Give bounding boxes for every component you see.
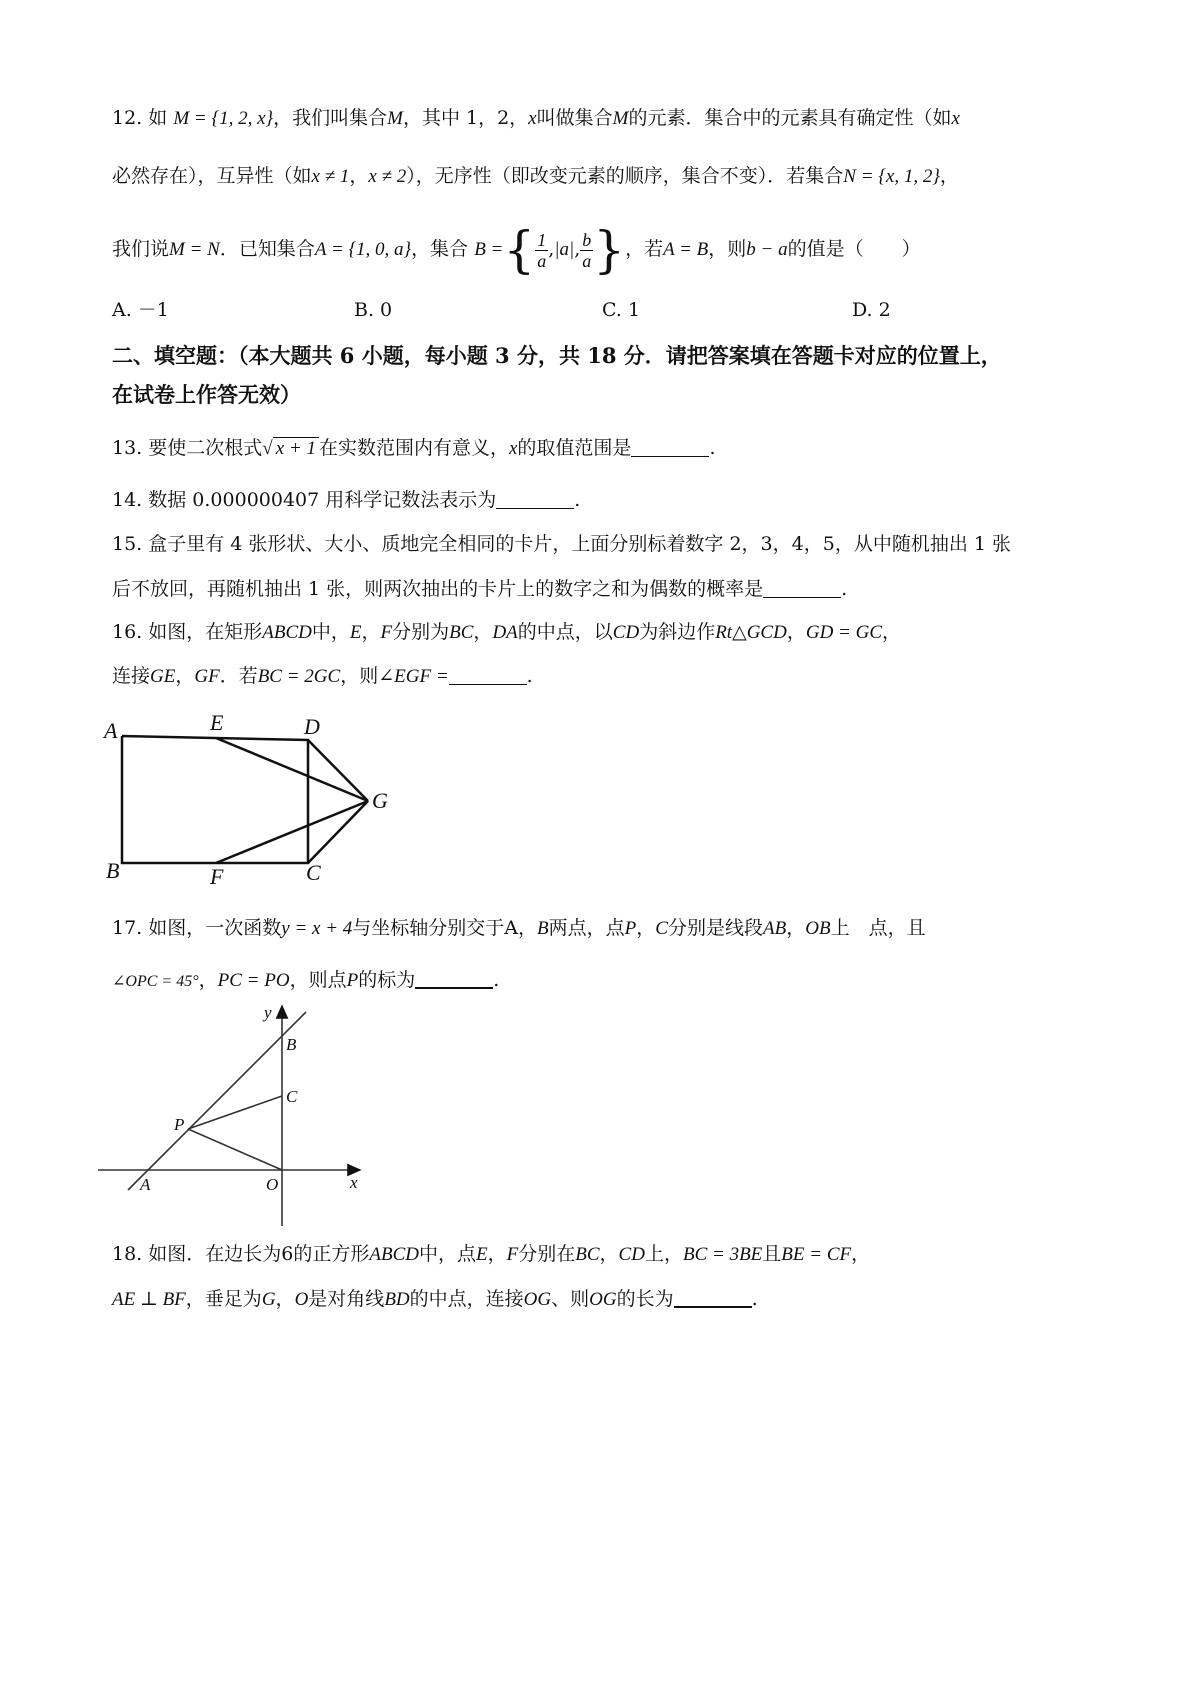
q18-text: 分别在 [518, 1243, 576, 1265]
q12-options [112, 296, 1012, 324]
q17-figure [96, 998, 396, 1230]
math-bc: BC [449, 622, 474, 643]
q16-end: . [526, 665, 533, 687]
q16-text: ，则 [340, 665, 379, 687]
q18-text: ，垂足为 [185, 1288, 262, 1310]
q12-text: 的元素．集合中的元素具有确定性（如 [628, 107, 952, 129]
q12-text: 必然存在），互异性（如 [112, 165, 312, 187]
q12-text: 的值是（ ） [787, 238, 921, 260]
q16-figure [100, 708, 410, 898]
q17-text: 分别是线段 [667, 917, 763, 939]
q16-text: ， [361, 621, 381, 643]
q17-text: ， [786, 917, 806, 939]
set-a: A = {1, 0, a} [314, 239, 412, 260]
q18-text: 的正方形 [293, 1243, 370, 1265]
math-m: M [387, 108, 403, 129]
math-m-eq-n: M = N [169, 239, 220, 260]
section2-heading-line1: 二、填空题：（本大题共 6 小题，每小题 3 分，共 18 分．请把答案填在答题卡对应的位置上， [112, 343, 1002, 368]
math-o: O [294, 1289, 309, 1310]
math-e: E [476, 1244, 488, 1265]
segment-cg [308, 801, 368, 863]
q17-text: 上 点，且 [830, 917, 926, 939]
math-bc-eq-3be: BC = 3BE [682, 1244, 763, 1265]
q12-line2 [112, 162, 959, 191]
q17-end: . [493, 969, 500, 991]
q12-text: ，集合 [411, 238, 469, 260]
q18-text: 且 [762, 1243, 782, 1265]
q12-text: ， [939, 165, 959, 187]
rectangle-abcd [122, 736, 308, 863]
q18-text: 上， [644, 1243, 683, 1265]
q18-line2 [112, 1285, 758, 1314]
denominator: a [582, 250, 592, 271]
math-p: P [346, 970, 359, 991]
q16-text: 连接 [112, 665, 151, 687]
q18-end: . [751, 1288, 758, 1310]
line-ab [128, 1012, 306, 1190]
label-a: A [104, 718, 118, 743]
math-gd-eq-gc: GD = GC [805, 622, 883, 643]
q17-text: 两点，点 [548, 917, 625, 939]
math-a-eq-b: A = B [663, 239, 709, 260]
q12-text: ．已知集合 [219, 238, 315, 260]
q13 [112, 434, 715, 463]
q18-text: 是对角线 [308, 1288, 385, 1310]
segment-pc [188, 1096, 282, 1129]
math-angle-opc: ∠OPC = 45° [112, 973, 199, 990]
label-p: P [174, 1115, 185, 1134]
q16-line2 [112, 662, 533, 691]
q15-line2 [112, 575, 847, 603]
math-abcd: ABCD [369, 1244, 419, 1265]
section2-heading-line2: 在试卷上作答无效） [112, 382, 301, 407]
answer-blank-q13[interactable] [631, 436, 709, 457]
numerator: b [582, 229, 592, 250]
math-bd: BD [384, 1289, 410, 1310]
q13-end: . [709, 437, 716, 459]
q17-text: ， [518, 917, 538, 939]
math-c: C [655, 918, 668, 939]
label-o: O [266, 1175, 279, 1194]
sqrt-expression: √ x + 1 [262, 435, 319, 463]
math-gf: GF [194, 666, 220, 687]
q17-text: 的标为 [358, 969, 416, 991]
answer-blank-q17[interactable] [415, 967, 493, 989]
label-a: A [140, 1175, 151, 1194]
q18-text: ， [275, 1288, 295, 1310]
q18-text: ， [851, 1243, 871, 1265]
q16-text: 为斜边作 [639, 621, 716, 643]
label-x: x [350, 1173, 358, 1192]
q12-text: ，若 [625, 238, 664, 260]
q18-text: 、则 [551, 1288, 590, 1310]
q14-end: . [574, 489, 581, 511]
q12-number: 12. [112, 107, 143, 129]
q17-text: ，则点 [289, 969, 347, 991]
answer-blank-q14[interactable] [496, 488, 574, 509]
q13-text: 13. 要使二次根式 [112, 437, 263, 459]
fraction-b-over-a [580, 230, 593, 271]
math-x: x [528, 108, 537, 129]
q15-end: . [841, 578, 848, 600]
math-da: DA [492, 622, 518, 643]
segment-fg [216, 801, 368, 863]
q16-text: ．若 [219, 665, 258, 687]
q13-text: 的取值范围是 [517, 437, 632, 459]
math-function: y = x + 4 [281, 918, 353, 939]
label-d: D [304, 714, 320, 739]
label-y: y [264, 1003, 272, 1022]
q18-text: ， [487, 1243, 507, 1265]
math-og: OG [523, 1289, 552, 1310]
math-ae-perp-bf: AE ⊥ BF [112, 1289, 186, 1310]
q16-text: ， [882, 621, 902, 643]
option-b[interactable]: B. 0 [354, 299, 393, 321]
segment-eg [216, 738, 368, 801]
math-ob: OB [805, 918, 831, 939]
q16-text: 分别为 [392, 621, 450, 643]
q18-text: 的中点，连接 [409, 1288, 524, 1310]
math-b-minus-a: b − a [746, 239, 788, 260]
q12-text: 叫做集合 [536, 107, 613, 129]
option-c[interactable]: C. 1 [602, 299, 641, 321]
label-f: F [210, 864, 224, 889]
math-abcd: ABCD [262, 622, 312, 643]
math-a: A [504, 917, 519, 939]
q14-text: 14. 数据 0.000000407 用科学记数法表示为 [112, 489, 497, 511]
q17-text: ， [198, 969, 218, 991]
math-x-neq-2: x ≠ 2 [368, 166, 407, 187]
math-f: F [380, 622, 393, 643]
math-ge: GE [150, 666, 176, 687]
math-m: M [612, 108, 629, 129]
q14 [112, 486, 580, 514]
q12-line3: 我们说M = N．已知集合A = {1, 0, a}，集合 B ={ $\frac{1}{a}$ ,|a|, $\frac{b}{a}$ }，若A = B，则b − a的值是（ ） [112, 221, 921, 279]
denominator: a [537, 250, 547, 271]
set-n: N = {x, 1, 2} [843, 166, 940, 187]
q16-text: 的中点，以 [517, 621, 613, 643]
answer-blank-q18[interactable] [674, 1286, 752, 1308]
label-c: C [286, 1087, 298, 1106]
q16-line1 [112, 618, 901, 647]
right-brace: } [593, 221, 626, 279]
q13-text: 在实数范围内有意义， [318, 437, 509, 459]
math-bc: BC [575, 1244, 600, 1265]
q17-text: 与坐标轴分别交于 [352, 917, 505, 939]
q12-text: ，我们叫集合 [273, 107, 388, 129]
label-b: B [106, 858, 120, 883]
option-d[interactable]: D. 2 [852, 299, 891, 321]
q18-text: 中，点 [418, 1243, 476, 1265]
label-c: C [306, 860, 321, 885]
abs-a: |a| [554, 239, 575, 260]
q12-text: 我们说 [112, 238, 170, 260]
math-x-neq-1: x ≠ 1 [311, 166, 350, 187]
left-brace: { [503, 221, 536, 279]
q16-text: 16. 如图，在矩形 [112, 621, 263, 643]
math-f: F [506, 1244, 519, 1265]
math-pc-eq-po: PC = PO [217, 970, 290, 991]
math-bc-eq-2gc: BC = 2GC [257, 666, 341, 687]
math-og: OG [589, 1289, 617, 1310]
math-angle-egf: ∠EGF = [378, 666, 449, 687]
q18-line1 [112, 1240, 870, 1269]
q12-text: ，则 [708, 238, 747, 260]
q16-text: ， [473, 621, 493, 643]
q17-text: ， [636, 917, 656, 939]
q12-text: ， [349, 165, 369, 187]
set-m: M = {1, 2, x} [173, 108, 274, 129]
q18-text: 的长为 [616, 1288, 674, 1310]
q17-text: 17. 如图，一次函数 [112, 917, 282, 939]
segment-po [188, 1129, 282, 1170]
math-rt-triangle: Rt△GCD [715, 622, 787, 643]
math-b: B [537, 918, 549, 939]
fraction-1-over-a [535, 230, 548, 271]
q17-line1 [112, 914, 926, 943]
math-g: G [261, 1289, 276, 1310]
label-b: B [286, 1035, 297, 1054]
q18-text: 18. 如图．在边长为 [112, 1243, 282, 1265]
math-p: P [624, 918, 637, 939]
q12-line1 [112, 104, 960, 133]
math-e: E [349, 622, 362, 643]
segment-dg [308, 740, 368, 801]
q12-text: ，其中 1，2， [402, 107, 529, 129]
math-x: x [951, 108, 960, 129]
q16-text: ， [786, 621, 806, 643]
answer-blank-q15[interactable] [763, 577, 841, 598]
label-e: E [210, 710, 224, 735]
math-six: 6 [281, 1243, 294, 1265]
option-a[interactable]: A. －1 [112, 299, 169, 321]
set-b-lhs: B = [474, 239, 504, 260]
answer-blank-q16[interactable] [449, 664, 527, 685]
q16-text: ， [175, 665, 195, 687]
radicand: x + 1 [273, 437, 319, 459]
q12-text: 如 [148, 107, 168, 129]
numerator: 1 [537, 229, 547, 250]
math-x: x [508, 438, 518, 459]
q15-line1: 15. 盒子里有 4 张形状、大小、质地完全相同的卡片，上面分别标着数字 2，3，4，5，从中随机抽出 1 张 [112, 533, 1011, 555]
q18-text: ， [599, 1243, 619, 1265]
q12-text: ），无序性（即改变元素的顺序，集合不变）．若集合 [406, 165, 844, 187]
q15-text: 后不放回，再随机抽出 1 张，则两次抽出的卡片上的数字之和为偶数的概率是 [112, 578, 764, 600]
math-ab: AB [763, 918, 787, 939]
label-g: G [372, 788, 388, 813]
q17-line2 [112, 966, 499, 996]
q16-text: 中， [311, 621, 350, 643]
math-cd: CD [612, 622, 640, 643]
math-be-eq-cf: BE = CF [781, 1244, 852, 1265]
math-cd: CD [618, 1244, 645, 1265]
